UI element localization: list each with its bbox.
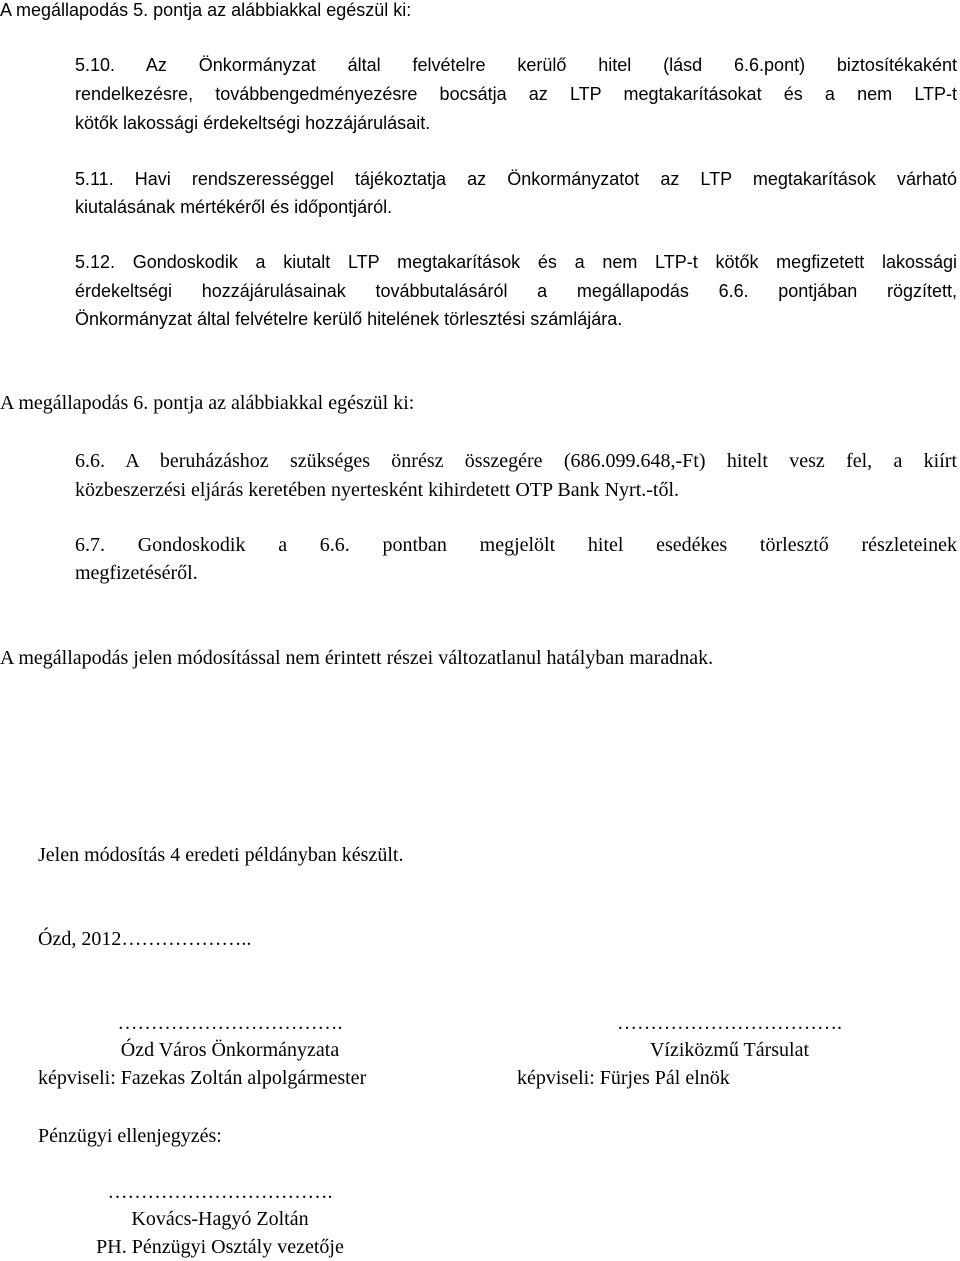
item-5-11-line-2: kiutalásának mértékéről és időpontjáról. (75, 197, 393, 217)
left-signatory-name: Ózd Város Önkormányzata (120, 1039, 340, 1061)
right-signatory-representative: képviseli: Fürjes Pál elnök (517, 1067, 730, 1089)
copies-note: Jelen módosítás 4 eredeti példányban készült. (38, 844, 404, 866)
finance-signatory-name: Kovács-Hagyó Zoltán (131, 1208, 309, 1230)
item-5-12-line-3: Önkormányzat által felvételre kerülő hitelének törlesztési számlájára. (75, 309, 623, 329)
section-5-intro: A megállapodás 5. pontja az alábbiakkal egészül ki: (0, 0, 412, 20)
left-signature-line: ……………………………. (117, 1012, 343, 1034)
unchanged-parts-note: A megállapodás jelen módosítással nem érintett részei változatlanul hatályban maradnak. (0, 647, 714, 669)
item-6-6-line-1: 6.6. A beruházáshoz szükséges önrész összegére (686.099.648,-Ft) hitelt vesz fel, a kiírt (75, 450, 957, 472)
item-5-10-line-3: kötők lakossági érdekeltségi hozzájárulásait. (75, 113, 431, 133)
item-5-10-line-2: rendelkezésre, továbbengedményezésre bocsátja az LTP megtakarításokat és a nem LTP-t (75, 84, 957, 104)
item-6-6-line-2: közbeszerzési eljárás keretében nyertesként kihirdetett OTP Bank Nyrt.-től. (75, 479, 680, 501)
item-6-7-line-2: megfizetéséről. (75, 562, 198, 584)
section-6-intro: A megállapodás 6. pontja az alábbiakkal egészül ki: (0, 392, 415, 414)
right-signature-line: ……………………………. (617, 1012, 842, 1034)
finance-signatory-title: PH. Pénzügyi Osztály vezetője (96, 1236, 344, 1258)
item-6-7-line-1: 6.7. Gondoskodik a 6.6. pontban megjelölt hitel esedékes törlesztő részleteinek (75, 534, 957, 556)
finance-signature-line: ……………………………. (107, 1181, 333, 1203)
item-5-12-line-1: 5.12. Gondoskodik a kiutalt LTP megtakarítások és a nem LTP-t kötők megfizetett lakossági (75, 252, 957, 272)
item-5-12-line-2: érdekeltségi hozzájárulásainak továbbutalásáról a megállapodás 6.6. pontjában rögzített, (75, 281, 957, 301)
item-5-10-line-1: 5.10. Az Önkormányzat által felvételre kerülő hitel (lásd 6.6.pont) biztosítékaként (75, 55, 957, 75)
item-5-11-line-1: 5.11. Havi rendszerességgel tájékoztatja az Önkormányzatot az LTP megtakarítások várható (75, 169, 957, 189)
left-signatory-representative: képviseli: Fazekas Zoltán alpolgármester (38, 1067, 367, 1089)
right-signatory-name: Víziközmű Társulat (649, 1039, 810, 1061)
place-date: Ózd, 2012……………….. (38, 928, 252, 950)
finance-countersign-label: Pénzügyi ellenjegyzés: (38, 1125, 222, 1147)
